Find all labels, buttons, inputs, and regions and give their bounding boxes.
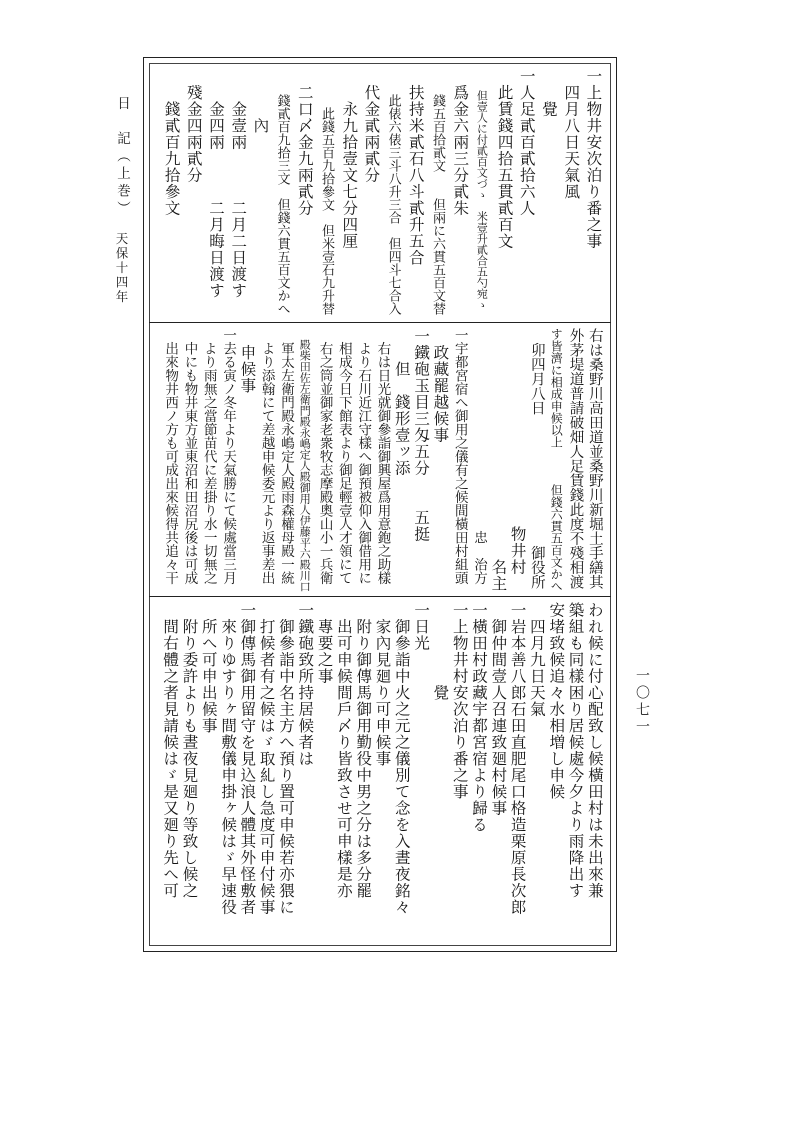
text-column: 相成今日下館表より御足輕壹人才領にて: [335, 328, 352, 585]
text-column: 間右體之者見請候はゞ是又廻り先へ可: [161, 602, 180, 899]
text-column: 打候者有之候はゞ取糺し急度可申付候事: [257, 602, 276, 916]
text-column: 此錢五百九拾參文 但米壹石九升替: [319, 68, 334, 315]
text-column: 此賃錢四拾五貫貳百文: [495, 68, 514, 250]
text-column: 一上物井安次泊り番之事: [584, 68, 603, 250]
text-column: 一人足貳百貳拾六人: [517, 68, 536, 217]
text-column: 出可申候間戶〆り皆致させ可申樣是亦: [334, 602, 353, 899]
text-column: 名主: [489, 328, 508, 592]
text-column: 錢貳百九拾三文 但錢六貫五百文かへ: [274, 68, 290, 315]
text-column: 御仲間壹人召連致廻村候事: [489, 602, 508, 817]
text-column: 代金貳兩貳分: [362, 68, 381, 184]
text-column: 四月九日天氣: [527, 602, 546, 718]
text-column: 內: [251, 68, 270, 134]
page-number: 一〇七一: [634, 668, 650, 736]
text-column: 殿柴田佐左衛門殿永嶋定人殿御用人伊藤平六殿川口: [298, 328, 312, 592]
text-column: 忠 治方: [471, 328, 488, 585]
text-column: 二口〆金九兩貳分: [295, 68, 314, 217]
text-band-middle: [160, 328, 604, 592]
text-band-lower: [160, 602, 604, 942]
running-head-title: 日 記（上巻）: [114, 96, 130, 219]
text-column: 一日光: [412, 602, 431, 652]
text-column: す皆濟に相成申候以上 但錢六貫五百文かへ: [549, 328, 564, 592]
text-column: 附り委許よりも晝夜見廻り等致し候之: [180, 602, 199, 899]
text-column: 外茅堤道普請破畑人足賃錢此度不殘相渡: [567, 328, 584, 589]
text-column: われ候に付心配致し候橫田村は未出來兼: [585, 602, 604, 899]
text-column: 右は桑野川高田道並桑野川新堀土手繕其: [586, 328, 603, 589]
text-column: 政藏罷越候事: [431, 328, 450, 444]
text-column: 御參詣中火之元之儀別て念を入晝夜銘々: [392, 602, 411, 916]
text-column: 一御傳馬御用留守を見込浪人體其外怪敷者: [238, 602, 257, 916]
running-head-year: 天保十四年: [114, 232, 129, 305]
text-band-upper: [160, 68, 604, 318]
text-column: 但壹人に付貳百文づゝ 米壹升貳合五勺宛ゝ: [475, 68, 489, 310]
text-column: 金壹兩 二月二日渡す: [229, 68, 248, 299]
text-column: 此俵六俵三斗八升三合 但四斗七合入: [385, 68, 401, 315]
text-column: 覺: [431, 602, 450, 701]
text-column: より添翰にて差越申候委元より返事差出: [258, 328, 275, 585]
text-column: より雨無之當節苗代に差掛り水一切無之: [200, 328, 217, 585]
text-column: 卯四月八日 御役所: [528, 328, 545, 589]
text-column: 來りゆすりヶ間敷儀申掛ヶ候はゞ早速役: [219, 602, 238, 916]
section-divider: [149, 596, 611, 597]
text-column: 一岩本善八郎石田直肥尾口格造栗原長次郎: [508, 602, 527, 916]
text-column: 一鐵砲玉目三匁五分 五挺: [412, 328, 431, 543]
text-column: 永九拾壹文七分四厘: [340, 68, 359, 250]
text-column: 金四兩 二月晦日渡す: [207, 68, 225, 299]
text-column: 四月八日天氣風: [562, 68, 581, 200]
text-column: 殘金四兩貳分: [184, 68, 203, 184]
text-column: 右は日光就御參詣御興屋爲用意鉋之助樣: [374, 328, 391, 585]
text-column: 中にも物井東方並東沼和田沼尻後は可成: [181, 328, 198, 585]
text-column: 物井村: [508, 328, 527, 576]
text-column: 築組も同樣困り居候處今夕より雨降出す: [566, 602, 585, 899]
text-column: 錢貳百九拾參文: [162, 68, 181, 217]
text-column: 覺: [540, 68, 558, 118]
section-divider: [149, 322, 611, 323]
text-column: 軍太左衛門殿永嶋定人殿雨森權母殿一統: [277, 328, 294, 585]
text-column: 一宇都宮宿へ御用之儀有之候間橫田村組頭: [451, 328, 468, 585]
text-column: 附り御傳馬御用勤役中男之分は多分罷: [354, 602, 373, 899]
text-column: 一橫田村政藏宇都宮宿より歸る: [470, 602, 489, 833]
text-column: 但 錢形壹ッ添: [392, 328, 411, 477]
text-column: 所へ可申出候事: [199, 602, 218, 734]
text-column: 安堵致候追々水相増し申候: [547, 602, 566, 800]
text-column: 一鐵砲致所持居候者は: [296, 602, 315, 767]
text-column: 一上物井村安次泊り番之事: [450, 602, 469, 800]
text-column: 家內見廻り可申候事: [373, 602, 392, 767]
text-column: 申候事: [238, 328, 257, 394]
text-column: 扶持米貳石八斗貳升五合: [406, 68, 425, 266]
text-column: 錢五百拾貳文 但兩に六貫五百文替: [430, 68, 445, 315]
text-column: 專要之事: [315, 602, 334, 685]
text-column: 爲金六兩三分貳朱: [451, 68, 470, 217]
text-column: より石川近江守樣へ御預被仰入御借用に: [355, 328, 372, 585]
text-column: 出來物井西ノ方も可成出來候得共追々干: [162, 328, 179, 585]
text-column: 一去る寅ノ冬年より天氣勝にて候處當三月: [220, 328, 237, 585]
text-column: 御參詣中名主方へ預り置可申候若亦猥に: [276, 602, 295, 916]
text-column: 右之筒並御家老衆牧志摩殿奧山小一兵衛: [316, 328, 333, 585]
